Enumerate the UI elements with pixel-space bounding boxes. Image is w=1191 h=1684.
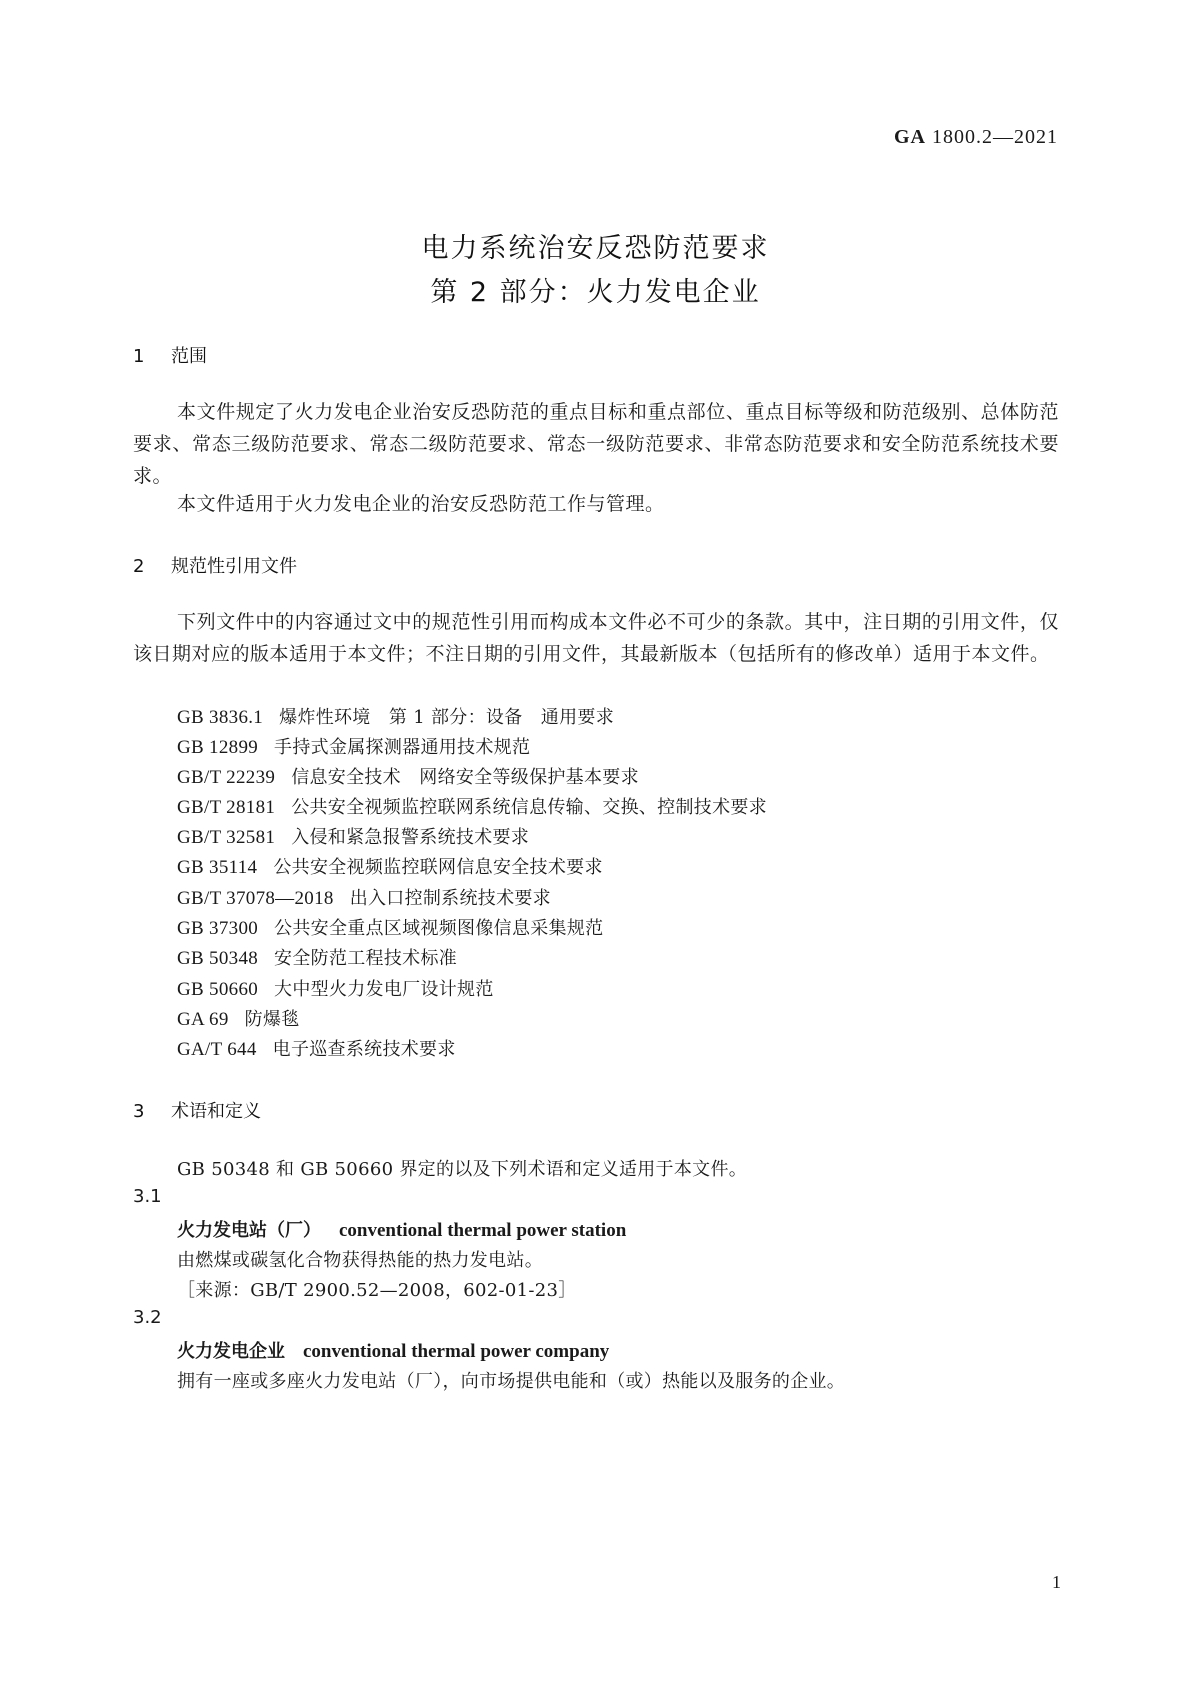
reference-item	[177, 793, 767, 819]
section-number: 2	[133, 556, 145, 577]
document-title-line2: 第 2 部分：火力发电企业	[430, 277, 761, 308]
reference-code: GA/T 644	[177, 1039, 257, 1060]
reference-item	[177, 823, 529, 849]
reference-item	[177, 914, 603, 940]
page-number: 1	[1052, 1572, 1061, 1592]
reference-title: 手持式金属探测器通用技术规范	[274, 737, 531, 758]
reference-title: 爆炸性环境 第 1 部分：设备 通用要求	[279, 707, 615, 728]
section-title: 规范性引用文件	[171, 556, 297, 577]
reference-code: GB 12899	[177, 737, 259, 758]
section-heading-scope	[133, 342, 207, 368]
term-chinese: 火力发电站（厂）	[177, 1220, 321, 1241]
reference-code: GA 69	[177, 1009, 229, 1030]
reference-title: 安全防范工程技术标准	[274, 948, 458, 969]
reference-title: 信息安全技术 网络安全等级保护基本要求	[291, 767, 639, 788]
term-definition: 拥有一座或多座火力发电站（厂），向市场提供电能和（或）热能以及服务的企业。	[177, 1371, 846, 1392]
paragraph: 下列文件中的内容通过文中的规范性引用而构成本文件必不可少的条款。其中，注日期的引用文件，仅该日期对应的版本适用于本文件；不注日期的引用文件，其最新版本（包括所有的修改单）适用于本文件。	[133, 611, 1059, 665]
term-number: 3.2	[133, 1307, 162, 1328]
term-english: conventional thermal power company	[303, 1341, 610, 1362]
reference-title: 公共安全视频监控联网系统信息传输、交换、控制技术要求	[291, 797, 767, 818]
paragraph: GB 50348 和 GB 50660 界定的以及下列术语和定义适用于本文件。	[177, 1159, 748, 1180]
reference-item	[177, 733, 530, 759]
reference-item	[177, 1005, 300, 1031]
section-number: 1	[133, 346, 145, 367]
reference-item	[177, 763, 639, 789]
term-entry	[177, 1216, 626, 1242]
reference-title: 入侵和紧急报警系统技术要求	[291, 827, 530, 848]
section-heading-normative-references	[133, 552, 297, 578]
reference-code: GB 35114	[177, 857, 258, 878]
reference-title: 出入口控制系统技术要求	[349, 888, 551, 909]
reference-item	[177, 884, 551, 910]
paragraph: 本文件规定了火力发电企业治安反恐防范的重点目标和重点部位、重点目标等级和防范级别、总体防范要求、常态三级防范要求、常态二级防范要求、常态一级防范要求、非常态防范要求和安全防范系统技术要求。	[133, 401, 1059, 487]
section-number: 3	[133, 1101, 145, 1122]
reference-item	[177, 703, 614, 729]
reference-item	[177, 853, 603, 879]
reference-code: GB/T 37078—2018	[177, 888, 334, 909]
reference-title: 防爆毯	[244, 1009, 300, 1030]
reference-code: GB/T 22239	[177, 767, 276, 788]
standard-code-number: 1800.2—2021	[932, 126, 1058, 148]
document-title-line1: 电力系统治安反恐防范要求	[421, 233, 770, 264]
reference-code: GB/T 28181	[177, 797, 276, 818]
term-definition: 由燃煤或碳氢化合物获得热能的热力发电站。	[177, 1250, 543, 1271]
reference-item	[177, 944, 457, 970]
term-english: conventional thermal power station	[339, 1220, 627, 1241]
reference-code: GB/T 32581	[177, 827, 276, 848]
standard-code	[894, 126, 1058, 149]
section-heading-terms-definitions	[133, 1097, 261, 1123]
section-title: 术语和定义	[171, 1101, 261, 1122]
term-entry	[177, 1337, 609, 1363]
reference-title: 公共安全视频监控联网信息安全技术要求	[273, 857, 603, 878]
reference-title: 电子巡查系统技术要求	[272, 1039, 456, 1060]
reference-code: GB 50660	[177, 979, 259, 1000]
reference-item	[177, 975, 494, 1001]
standard-code-prefix: GA	[894, 126, 926, 148]
reference-title: 大中型火力发电厂设计规范	[274, 979, 494, 1000]
paragraph: 本文件适用于火力发电企业的治安反恐防范工作与管理。	[177, 493, 665, 515]
section-title: 范围	[171, 346, 207, 367]
term-chinese: 火力发电企业	[177, 1341, 285, 1362]
term-number: 3.1	[133, 1186, 162, 1207]
reference-code: GB 3836.1	[177, 707, 264, 728]
reference-title: 公共安全重点区域视频图像信息采集规范	[274, 918, 604, 939]
reference-code: GB 37300	[177, 918, 259, 939]
reference-item	[177, 1035, 456, 1061]
term-source: ［来源：GB/T 2900.52—2008，602-01-23］	[177, 1280, 577, 1301]
reference-code: GB 50348	[177, 948, 259, 969]
